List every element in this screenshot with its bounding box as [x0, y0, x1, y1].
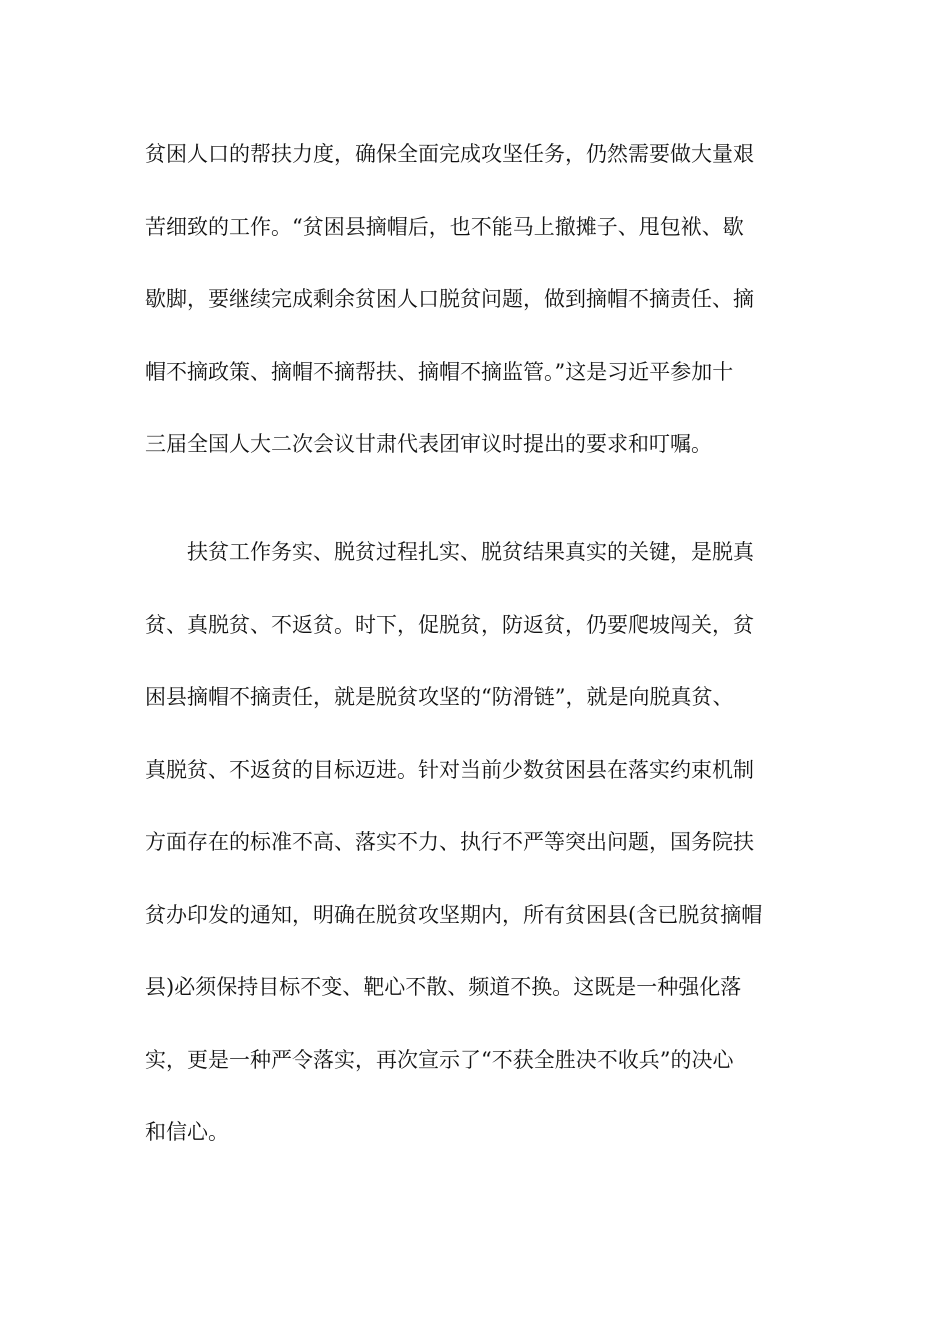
paragraph-line: 贫困人口的帮扶力度，确保全面完成攻坚任务，仍然需要做大量艰: [145, 142, 754, 166]
paragraph-line: 困县摘帽不摘责任，就是脱贫攻坚的“防滑链”，就是向脱真贫、: [145, 685, 734, 709]
paragraph-line: 实，更是一种严令落实，再次宣示了“不获全胜决不收兵”的决心: [145, 1047, 734, 1072]
paragraph-line: 贫办印发的通知，明确在脱贫攻坚期内，所有贫困县(含已脱贫摘帽: [145, 902, 763, 927]
paragraph-line: 苦细致的工作。“贫困县摘帽后，也不能马上撤摊子、甩包袱、歇: [145, 214, 744, 239]
paragraph-line: 县)必须保持目标不变、靶心不散、频道不换。这既是一种强化落: [145, 975, 742, 999]
paragraph-line: 真脱贫、不返贫的目标迈进。针对当前少数贫困县在落实约束机制: [145, 757, 754, 782]
paragraph-line: 帽不摘政策、摘帽不摘帮扶、摘帽不摘监管。”这是习近平参加十: [145, 359, 734, 384]
paragraph-line: 贫、真脱贫、不返贫。时下，促脱贫，防返贫，仍要爬坡闯关，贫: [145, 612, 754, 637]
paragraph-2: [145, 537, 815, 1190]
paragraph-line: 和信心。: [145, 1120, 229, 1144]
paragraph-line: 三届全国人大二次会议甘肃代表团审议时提出的要求和叮嘱。: [145, 432, 712, 456]
paragraph-1: [145, 139, 815, 502]
paragraph-line: 歇脚，要继续完成剩余贫困人口脱贫问题，做到摘帽不摘责任、摘: [145, 287, 754, 311]
paragraph-line: 方面存在的标准不高、落实不力、执行不严等突出问题，国务院扶: [145, 830, 754, 854]
paragraph-line: 扶贫工作务实、脱贫过程扎实、脱贫结果真实的关键，是脱真: [145, 540, 754, 564]
